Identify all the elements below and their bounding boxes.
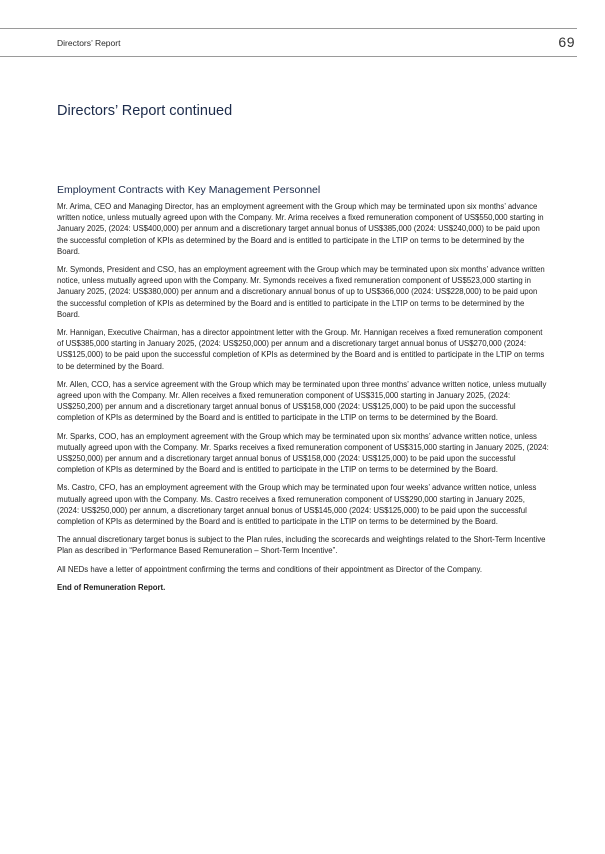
report-body: [57, 184, 549, 600]
paragraph-hannigan: Mr. Hannigan, Executive Chairman, has a director appointment letter with the Group. Mr. Hannigan receives a fixed remuneration component of US$385,000 starting in January 2025, (2024: US$250,000) per annum and a discretionary target annual bonus of US$270,000 (2024: US$125,000) to be paid upon the successful completion of KPIs as determined by the Board and is entitled to participate in the LTIP on terms to be determined by the Board.: [57, 328, 545, 371]
page-title: Directors’ Report continued: [57, 103, 233, 119]
paragraph-arima: Mr. Arima, CEO and Managing Director, has an employment agreement with the Group which may be terminated upon six months’ advance written notice, unless mutually agreed upon with the Company. Mr. Arima receives a fixed remuneration component of US$550,000 starting in January 2025, (2024: US$400,000) per annum and a discretionary target annual bonus of US$385,000 (2024: US$240,000) to be paid upon the successful completion of KPIs as determined by the Board and is entitled to participate in the LTIP on terms to be determined by the Board.: [57, 202, 544, 256]
header-bottom-rule: [0, 56, 577, 57]
paragraph-castro: Ms. Castro, CFO, has an employment agreement with the Group which may be terminated upon four weeks’ advance written notice, unless mutually agreed upon with the Company. Ms. Castro receives a fixed remuneration component of US$290,000 starting in January 2025, (2024: US$250,000) per annum, a discretionary target annual bonus of US$145,000 (2024: US$125,000) to be paid upon the successful completion of KPIs as determined by the Board and is entitled to participate in the LTIP on terms to be determined by the Board.: [57, 483, 537, 527]
page-number: 69: [558, 34, 575, 50]
paragraph-symonds: Mr. Symonds, President and CSO, has an employment agreement with the Group which may be terminated upon six months’ advance written notice, unless mutually agreed upon with the Company. Mr. Symonds receives a fixed remuneration component of US$523,000 starting in January 2025, (2024: US$380,000) per annum and a discretionary annual bonus of up to US$366,000 (2024: US$228,000) to be paid upon the successful completion of KPIs as determined by the Board and is entitled to participate in the LTIP on terms to be determined by the Board.: [57, 265, 545, 319]
header-top-rule: [0, 28, 577, 29]
paragraph-sparks: Mr. Sparks, COO, has an employment agreement with the Group which may be terminated upon six months’ advance written notice, unless mutually agreed upon with the Company. Mr. Sparks receives a fixed remuneration component of US$315,000 starting in January 2025, (2024: US$250,000) per annum and a discretionary target annual bonus of US$158,000 (2024: US$125,000) to be paid upon the successful completion of KPIs as determined by the Board and is entitled to participate in the LTIP on terms to be determined by the Board.: [57, 431, 549, 475]
running-header-title: Directors’ Report: [57, 38, 121, 48]
section-heading: Employment Contracts with Key Management Personnel: [57, 184, 321, 196]
paragraph-bonus-rules: The annual discretionary target bonus is subject to the Plan rules, including the scorecards and weightings related to the Short-Term Incentive Plan as described in “Performance Based Remuneration – Short-Term Incentive”.: [57, 535, 546, 556]
paragraph-allen: Mr. Allen, CCO, has a service agreement with the Group which may be terminated upon three months’ advance written notice, unless mutually agreed upon with the Company. Mr. Allen receives a fixed remuneration component of US$315,000 starting in January 2025, (2024: US$250,200) per annum and a discretionary target annual bonus of US$158,000 (2024: US$125,000) to be paid upon the successful completion of KPIs as determined by the Board and is entitled to participate in the LTIP on terms to be determined by the Board.: [57, 379, 547, 423]
report-end-note: End of Remuneration Report.: [57, 582, 166, 592]
paragraph-neds: All NEDs have a letter of appointment confirming the terms and conditions of their appointment as Director of the Company.: [57, 564, 482, 574]
